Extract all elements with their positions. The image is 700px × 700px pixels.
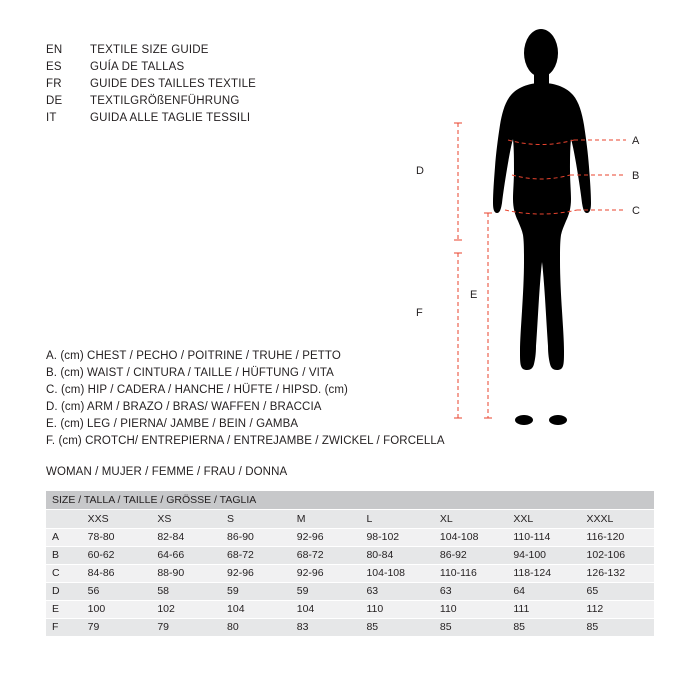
cell: 58 (151, 583, 221, 601)
cell: 63 (360, 583, 433, 601)
language-code: DE (46, 95, 63, 107)
language-text: TEXTILE SIZE GUIDE (90, 44, 209, 56)
marker-C: C (632, 205, 640, 217)
cell: 116-120 (581, 529, 654, 547)
table-row (46, 529, 654, 547)
legend-item: C. (cm) HIP / CADERA / HANCHE / HÜFTE / HIPSD. (cm) (46, 384, 348, 396)
size-table (46, 491, 654, 637)
language-row (46, 44, 256, 61)
legend-item: D. (cm) ARM / BRAZO / BRAS/ WAFFEN / BRACCIA (46, 401, 322, 413)
cell: 92-96 (291, 565, 361, 583)
cell: 79 (151, 619, 221, 637)
cell: 104 (291, 601, 361, 619)
cell: 63 (434, 583, 507, 601)
language-text: GUIDA ALLE TAGLIE TESSILI (90, 112, 251, 124)
cell: 102-106 (581, 547, 654, 565)
column-header: L (360, 510, 433, 529)
cell: 118-124 (507, 565, 580, 583)
cell: 126-132 (581, 565, 654, 583)
table-row (46, 601, 654, 619)
cell: 102 (151, 601, 221, 619)
table-title-row (46, 491, 654, 510)
cell: 112 (581, 601, 654, 619)
language-text: TEXTILGRÖßENFÜHRUNG (90, 95, 240, 107)
cell: 86-90 (221, 529, 291, 547)
cell: 59 (221, 583, 291, 601)
cell: 64 (507, 583, 580, 601)
cell: 110-114 (507, 529, 580, 547)
marker-A: A (632, 135, 640, 147)
gender-label: WOMAN / MUJER / FEMME / FRAU / DONNA (46, 466, 288, 478)
cell: 85 (581, 619, 654, 637)
header-corner (46, 510, 82, 529)
cell: 94-100 (507, 547, 580, 565)
cell: 92-96 (221, 565, 291, 583)
column-header: XL (434, 510, 507, 529)
row-label: E (46, 601, 82, 619)
cell: 80 (221, 619, 291, 637)
cell: 79 (82, 619, 152, 637)
body-figure-diagram (390, 28, 670, 448)
language-row (46, 95, 256, 112)
cell: 65 (581, 583, 654, 601)
cell: 59 (291, 583, 361, 601)
marker-D: D (416, 165, 424, 177)
cell: 64-66 (151, 547, 221, 565)
cell: 85 (360, 619, 433, 637)
column-header: XXL (507, 510, 580, 529)
language-title-block (46, 44, 256, 129)
cell: 100 (82, 601, 152, 619)
column-header: XS (151, 510, 221, 529)
cell: 110 (360, 601, 433, 619)
cell: 85 (507, 619, 580, 637)
cell: 104 (221, 601, 291, 619)
legend-item: F. (cm) CROTCH/ ENTREPIERNA / ENTREJAMBE / ZWICKEL / FORCELLA (46, 435, 445, 447)
column-header: S (221, 510, 291, 529)
measurement-legend (46, 350, 445, 452)
cell: 86-92 (434, 547, 507, 565)
table-row (46, 619, 654, 637)
language-text: GUIDE DES TAILLES TEXTILE (90, 78, 257, 90)
cell: 80-84 (360, 547, 433, 565)
language-row (46, 112, 256, 129)
column-header: M (291, 510, 361, 529)
legend-item: B. (cm) WAIST / CINTURA / TAILLE / HÜFTUNG / VITA (46, 367, 334, 379)
cell: 92-96 (291, 529, 361, 547)
row-label: D (46, 583, 82, 601)
marker-E: E (470, 289, 478, 301)
table-row (46, 547, 654, 565)
cell: 82-84 (151, 529, 221, 547)
marker-F: F (416, 307, 423, 319)
row-label: F (46, 619, 82, 637)
cell: 56 (82, 583, 152, 601)
legend-item: E. (cm) LEG / PIERNA/ JAMBE / BEIN / GAMBA (46, 418, 299, 430)
language-row (46, 78, 256, 95)
table-row (46, 565, 654, 583)
row-label: C (46, 565, 82, 583)
woman-silhouette (493, 29, 591, 425)
cell: 68-72 (291, 547, 361, 565)
table-header-row (46, 510, 654, 529)
table-row (46, 583, 654, 601)
row-label: B (46, 547, 82, 565)
cell: 85 (434, 619, 507, 637)
row-label: A (46, 529, 82, 547)
cell: 68-72 (221, 547, 291, 565)
language-code: IT (46, 112, 57, 124)
cell: 98-102 (360, 529, 433, 547)
cell: 84-86 (82, 565, 152, 583)
language-text: GUÍA DE TALLAS (90, 61, 185, 73)
cell: 83 (291, 619, 361, 637)
language-code: ES (46, 61, 62, 73)
cell: 111 (507, 601, 580, 619)
legend-item: A. (cm) CHEST / PECHO / POITRINE / TRUHE / PETTO (46, 350, 341, 362)
cell: 88-90 (151, 565, 221, 583)
cell: 110-116 (434, 565, 507, 583)
marker-B: B (632, 170, 640, 182)
language-code: FR (46, 78, 62, 90)
cell: 60-62 (82, 547, 152, 565)
cell: 104-108 (360, 565, 433, 583)
column-header: XXXL (581, 510, 654, 529)
language-row (46, 61, 256, 78)
column-header: XXS (82, 510, 152, 529)
table-title: SIZE / TALLA / TAILLE / GRÖSSE / TAGLIA (46, 491, 654, 510)
cell: 110 (434, 601, 507, 619)
cell: 104-108 (434, 529, 507, 547)
cell: 78-80 (82, 529, 152, 547)
language-code: EN (46, 44, 63, 56)
